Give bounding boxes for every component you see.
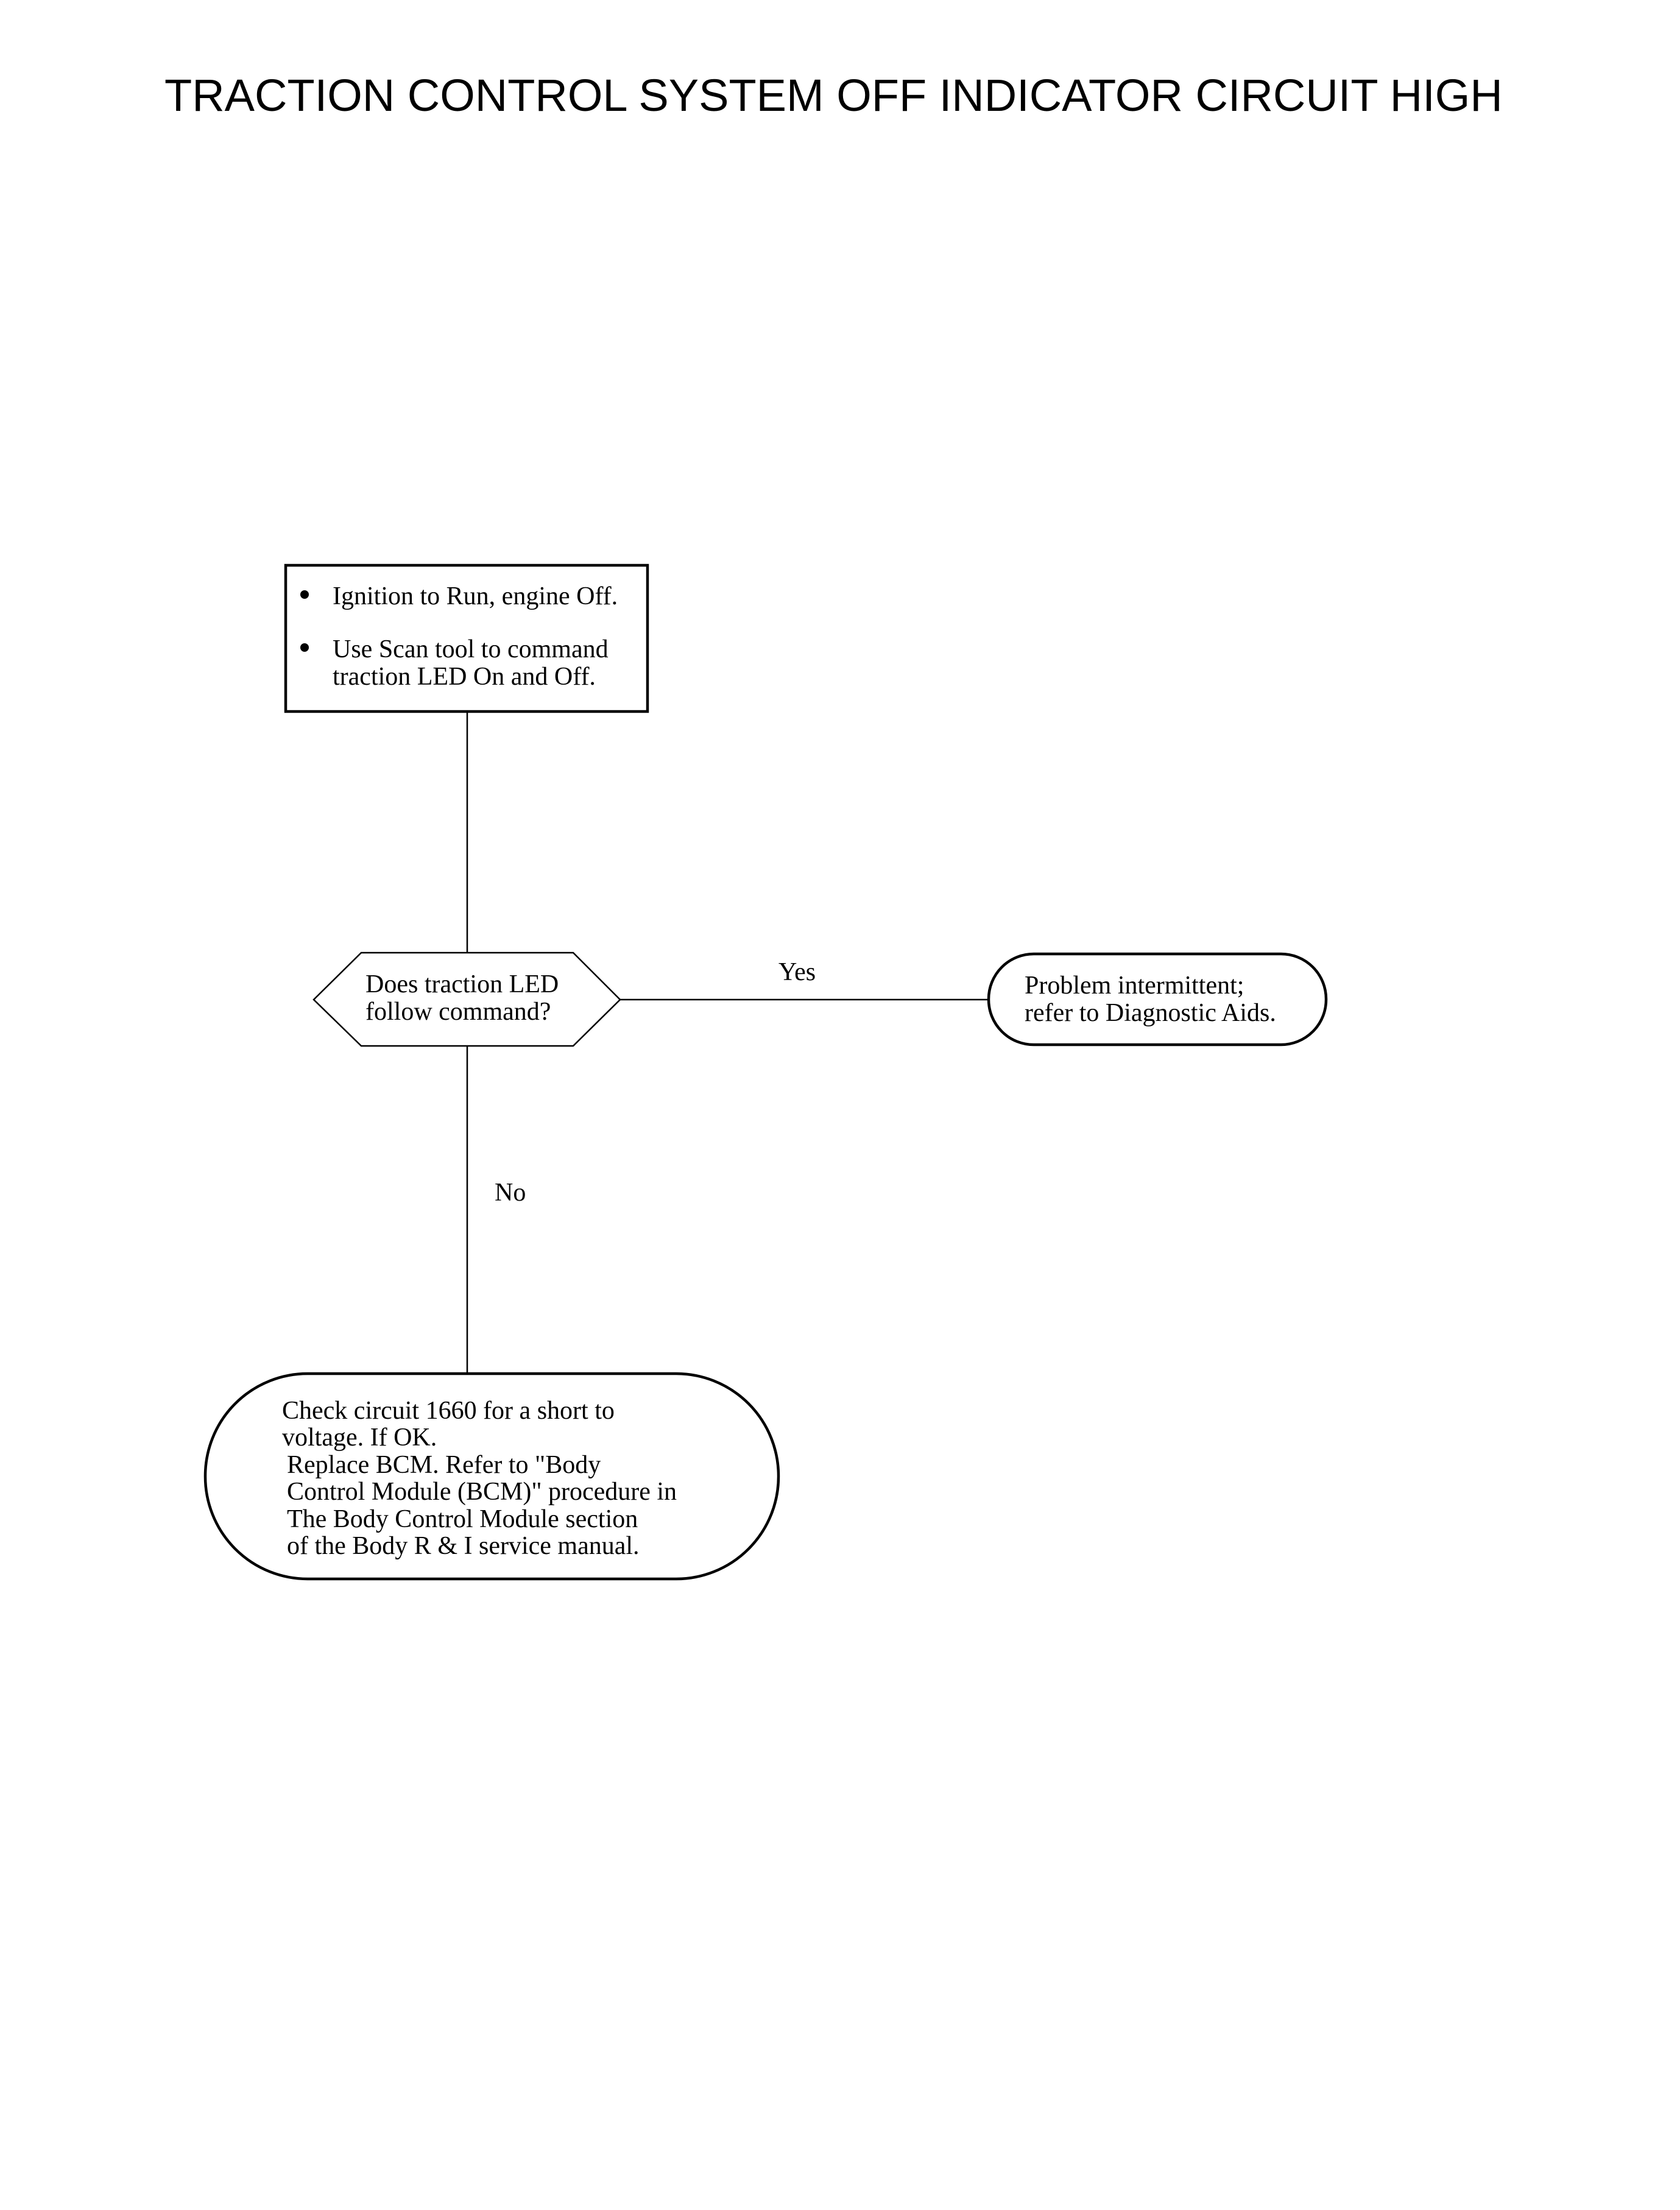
no-terminal-line-4: Control Module (BCM)" procedure in — [287, 1478, 677, 1506]
decision-node — [314, 953, 620, 1046]
no-terminal-node — [205, 1374, 778, 1579]
yes-edge-label: Yes — [778, 958, 816, 986]
decision-line-1: Does traction LED — [365, 970, 559, 998]
yes-terminal-line-1: Problem intermittent; — [1025, 972, 1244, 1000]
yes-terminal-line-2: refer to Diagnostic Aids. — [1025, 999, 1276, 1027]
no-terminal-line-6: of the Body R & I service manual. — [287, 1532, 640, 1560]
no-terminal-line-2: voltage. If OK. — [282, 1424, 437, 1452]
no-terminal-line-5: The Body Control Module section — [287, 1505, 638, 1533]
no-edge-label: No — [495, 1179, 526, 1207]
yes-terminal-node — [989, 954, 1326, 1045]
page-title: TRACTION CONTROL SYSTEM OFF INDICATOR CIRCUIT HIGH — [164, 70, 1503, 121]
no-terminal-line-3: Replace BCM. Refer to "Body — [287, 1451, 601, 1479]
bullet-icon — [300, 643, 309, 652]
no-terminal-line-1: Check circuit 1660 for a short to — [282, 1397, 615, 1425]
start-action-box — [286, 565, 648, 711]
start-step-2-line-1: Use Scan tool to command — [333, 635, 609, 663]
start-step-1-line-1: Ignition to Run, engine Off. — [333, 582, 618, 610]
bullet-icon — [300, 590, 309, 599]
decision-line-2: follow command? — [365, 998, 551, 1026]
start-step-2-line-2: traction LED On and Off. — [333, 663, 596, 691]
